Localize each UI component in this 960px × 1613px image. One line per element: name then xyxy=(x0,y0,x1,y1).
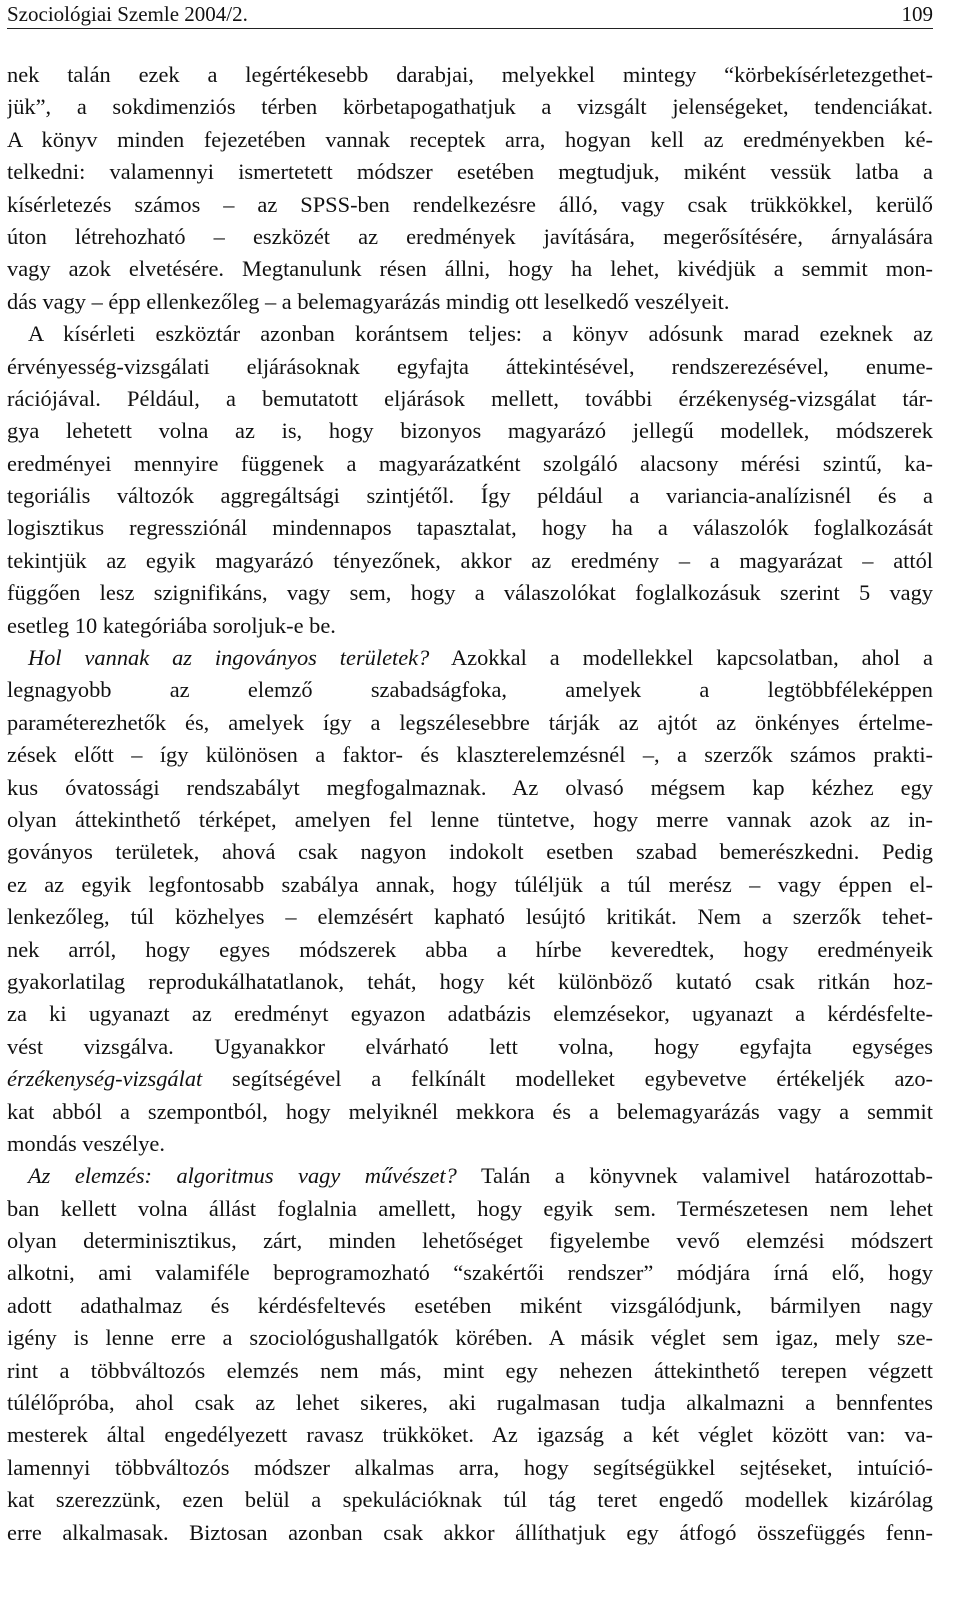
line-text: esetleg 10 kategóriába soroljuk-e be. xyxy=(7,612,336,638)
page-number: 109 xyxy=(901,2,933,26)
line-text: Azokkal a modellekkel kapcsolatban, ahol a xyxy=(429,645,933,671)
text-line xyxy=(7,934,933,966)
text-line xyxy=(7,91,933,123)
line-text: paraméterezhetők és, amelyek így a legszélesebbre tárják az ajtót az önkényes értelme- xyxy=(7,709,933,735)
text-line xyxy=(7,772,933,804)
line-text: úton létrehozható – eszközét az eredmények javítására, megerősítésére, árnyalására xyxy=(7,223,933,249)
text-line xyxy=(7,804,933,836)
text-line xyxy=(7,189,933,221)
text-line xyxy=(7,901,933,933)
line-text: A kísérleti eszköztár azonban korántsem teljes: a könyv adósunk marad ezeknek az xyxy=(28,321,933,347)
text-line xyxy=(7,966,933,998)
line-text: mondás veszélye. xyxy=(7,1130,165,1156)
line-text: zések előtt – így különösen a faktor- és klaszterelemzésnél –, a szerzők számos prakti- xyxy=(7,742,933,768)
line-text: alkotni, ami valamiféle beprogramozható “szakértői rendszer” módjára írná elő, hogy xyxy=(7,1260,933,1286)
text-line xyxy=(7,1225,933,1257)
line-text: nek talán ezek a legértékesebb darabjai, melyekkel mintegy “körbekísérletezgethet- xyxy=(7,62,933,87)
line-text: kat abból a szempontból, hogy melyiknél mekkora és a belemagyarázás vagy a semmit xyxy=(7,1098,933,1124)
text-line xyxy=(7,318,933,350)
text-line xyxy=(7,286,933,318)
line-text: jük”, a sokdimenziós térben körbetapogathatjuk a vizsgált jelenségeket, tendenciákat. xyxy=(7,94,933,120)
text-line xyxy=(7,1160,933,1192)
line-text: mesterek által engedélyezett ravasz trükköket. Az igazság a két véglet között van: va- xyxy=(7,1422,933,1448)
text-line xyxy=(7,998,933,1030)
text-line xyxy=(7,59,933,91)
text-line xyxy=(7,577,933,609)
text-line xyxy=(7,610,933,642)
text-line xyxy=(7,1128,933,1160)
text-line xyxy=(7,1290,933,1322)
line-text: rációjával. Például, a bemutatott eljárások mellett, további érzékenység-vizsgálat tár- xyxy=(7,385,933,411)
text-line xyxy=(7,221,933,253)
line-text: telkedni: valamennyi ismertetett módszer esetében megtudjuk, miként vessük latba a xyxy=(7,159,933,185)
text-line xyxy=(7,1063,933,1095)
text-line xyxy=(7,707,933,739)
text-line xyxy=(7,1484,933,1516)
line-text: függően lesz szignifikáns, vagy sem, hogy a válaszolókat foglalkozásuk szerint 5 vagy xyxy=(7,580,933,606)
line-text: logisztikus regressziónál mindennapos tapasztalat, hogy ha a válaszolók foglalkozását xyxy=(7,515,933,541)
text-line xyxy=(7,156,933,188)
line-text: kísérletezés számos – az SPSS-ben rendelkezésre álló, vagy csak trükkökkel, kerülő xyxy=(7,191,933,217)
text-line xyxy=(7,1452,933,1484)
line-text: érvényesség-vizsgálati eljárásoknak egyfajta áttekintésével, rendszerezésével, enume- xyxy=(7,353,933,379)
text-line xyxy=(7,383,933,415)
text-line xyxy=(7,448,933,480)
text-line xyxy=(7,1517,933,1549)
line-text: olyan determinisztikus, zárt, minden lehetőséget figyelembe vevő elemzési módszert xyxy=(7,1228,933,1254)
text-line xyxy=(7,480,933,512)
italic-heading: érzékenység-vizsgálat xyxy=(7,1066,203,1092)
text-line xyxy=(7,351,933,383)
line-text: dás vagy – épp ellenkezőleg – a belemagyarázás mindig ott leselkedő veszélyeit. xyxy=(7,288,730,314)
line-text: A könyv minden fejezetében vannak receptek arra, hogyan kell az eredményekben ké- xyxy=(7,126,933,152)
line-text: tekintjük az egyik magyarázó tényezőnek, akkor az eredmény – a magyarázat – attól xyxy=(7,547,933,573)
text-line xyxy=(7,1387,933,1419)
line-text: igény is lenne erre a szociológushallgatók körében. A másik véglet sem igaz, mely sze- xyxy=(7,1325,933,1351)
line-text: erre alkalmasak. Biztosan azonban csak akkor állíthatjuk egy átfogó összefüggés fenn- xyxy=(7,1519,933,1545)
text-line xyxy=(7,1193,933,1225)
line-text: nek arról, hogy egyes módszerek abba a hírbe keveredtek, hogy eredményeik xyxy=(7,936,933,962)
line-text: gyakorlatilag reprodukálhatatlanok, tehát, hogy két különböző kutató csak ritkán hoz- xyxy=(7,968,933,994)
line-text: goványos területek, ahová csak nagyon indokolt esetben szabad bemerészkedni. Pedig xyxy=(7,839,933,865)
line-text: lamennyi többváltozós módszer alkalmas arra, hogy segítségükkel sejtéseket, intuíció- xyxy=(7,1454,933,1480)
journal-title: Szociológiai Szemle 2004/2. xyxy=(7,2,248,26)
line-text: legnagyobb az elemző szabadságfoka, amelyek a legtöbbféleképpen xyxy=(7,677,933,703)
body-text xyxy=(7,59,933,1549)
text-line xyxy=(7,1031,933,1063)
line-text: rint a többváltozós elemzés nem más, mint egy nehezen áttekinthető terepen végzett xyxy=(7,1357,933,1383)
line-text: Talán a könyvnek valamivel határozottab- xyxy=(456,1163,933,1189)
text-line xyxy=(7,545,933,577)
line-text: za ki ugyanazt az eredményt egyazon adatbázis elemzésekor, ugyanazt a kérdésfelte- xyxy=(7,1001,933,1027)
text-line xyxy=(7,739,933,771)
line-text: tegoriális változók aggregáltsági szintjétől. Így például a variancia-analízisnél és a xyxy=(7,483,933,509)
line-text: ez az egyik legfontosabb szabálya annak, hogy túléljük a túl merész – vagy éppen el- xyxy=(7,871,933,897)
running-header xyxy=(7,0,933,29)
line-text: adott adathalmaz és kérdésfeltevés esetében miként vizsgálódjunk, bármilyen nagy xyxy=(7,1292,933,1318)
line-text: gya lehetett volna az is, hogy bizonyos magyarázó jellegű modellek, módszerek xyxy=(7,418,933,444)
italic-heading: Az elemzés: algoritmus vagy művészet? xyxy=(28,1163,457,1189)
text-line xyxy=(7,674,933,706)
text-line xyxy=(7,836,933,868)
text-line xyxy=(7,415,933,447)
document-page xyxy=(7,0,933,1549)
text-line xyxy=(7,512,933,544)
line-text: vagy azok elvetésére. Megtanulunk résen állni, hogy ha lehet, kivédjük a semmit mon- xyxy=(7,256,933,282)
line-text: vést vizsgálva. Ugyanakkor elvárható lett volna, hogy egyfajta egységes xyxy=(7,1033,933,1059)
line-text: túlélőpróba, ahol csak az lehet sikeres, aki rugalmasan tudja alkalmazni a bennfentes xyxy=(7,1390,933,1416)
text-line xyxy=(7,642,933,674)
line-text: kus óvatossági rendszabályt megfogalmaznak. Az olvasó mégsem kap kézhez egy xyxy=(7,774,933,800)
text-line xyxy=(7,1257,933,1289)
text-line xyxy=(7,1419,933,1451)
text-line xyxy=(7,253,933,285)
line-text: eredményei mennyire függenek a magyarázatként szolgáló alacsony mérési szintű, ka- xyxy=(7,450,933,476)
line-text: lenkezőleg, túl közhelyes – elemzésért kapható lesújtó kritikát. Nem a szerzők tehet- xyxy=(7,904,933,930)
line-text: ban kellett volna állást foglalnia amellett, hogy egyik sem. Természetesen nem lehet xyxy=(7,1195,933,1221)
text-line xyxy=(7,1322,933,1354)
line-text: olyan áttekinthető térképet, amelyen fel lenne tüntetve, hogy merre vannak azok az in- xyxy=(7,806,933,832)
text-line xyxy=(7,1355,933,1387)
line-text: kat szerezzünk, ezen belül a spekulációknak túl tág teret engedő modellek kizárólag xyxy=(7,1487,933,1513)
text-line xyxy=(7,869,933,901)
text-line xyxy=(7,124,933,156)
text-line xyxy=(7,1096,933,1128)
italic-heading: Hol vannak az ingoványos területek? xyxy=(28,645,430,671)
line-text: segítségével a felkínált modelleket egybevetve értékeljék azo- xyxy=(202,1066,933,1092)
